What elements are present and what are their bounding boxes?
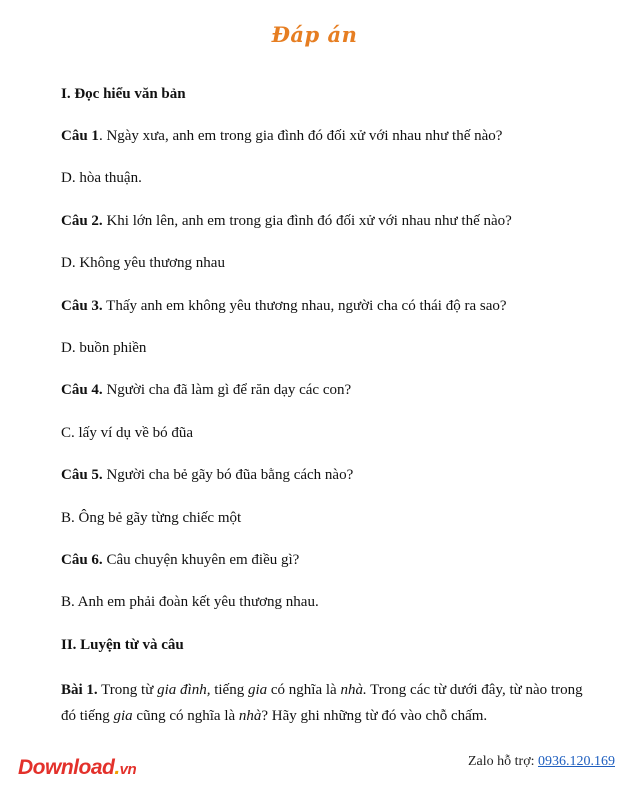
exercise-label: Bài 1.: [61, 682, 98, 698]
question-label: Câu 1: [61, 128, 99, 144]
answer-5: B. Ông bẻ gãy từng chiếc một: [61, 510, 242, 526]
answer-6: B. Anh em phải đoàn kết yêu thương nhau.: [61, 594, 319, 610]
exercise-text: ? Hãy ghi những từ đó vào chỗ chấm.: [261, 708, 488, 724]
question-2: [61, 211, 512, 231]
question-5: [61, 465, 353, 485]
support-phone-link[interactable]: 0936.120.169: [538, 754, 615, 769]
question-label: Câu 3.: [61, 298, 103, 314]
exercise-1: [61, 677, 591, 729]
section-heading-vocabulary: II. Luyện từ và câu: [61, 637, 184, 653]
logo-dot: .: [114, 756, 120, 779]
answer-3: D. buồn phiền: [61, 340, 147, 356]
exercise-text: tiếng: [210, 682, 248, 698]
answer-4: C. lấy ví dụ về bó đũa: [61, 425, 194, 441]
exercise-text: Trong từ: [97, 682, 158, 698]
logo-suffix: vn: [119, 761, 137, 778]
question-3: [61, 296, 507, 316]
question-label: Câu 4.: [61, 382, 103, 398]
exercise-italic: nhà.: [340, 682, 367, 698]
question-text: Người cha đã làm gì để răn dạy các con?: [102, 382, 352, 398]
question-text: Thấy anh em không yêu thương nhau, người cha có thái độ ra sao?: [102, 298, 507, 314]
exercise-italic: gia đình,: [157, 682, 211, 698]
exercise-italic: gia: [247, 682, 268, 698]
answer-2: D. Không yêu thương nhau: [61, 255, 225, 271]
question-1: [61, 126, 502, 146]
section-heading-reading: I. Đọc hiểu văn bản: [61, 86, 186, 102]
question-label: Câu 2.: [61, 213, 103, 229]
question-6: [61, 550, 299, 570]
exercise-text: cũng có nghĩa là: [132, 708, 239, 724]
question-text: Ngày xưa, anh em trong gia đình đó đối xử với nhau như thế nào?: [102, 128, 503, 144]
question-4: [61, 380, 351, 400]
question-text: Câu chuyện khuyên em điều gì?: [102, 552, 300, 568]
question-text: Người cha bẻ gãy bó đũa bằng cách nào?: [102, 467, 354, 483]
question-label: Câu 6.: [61, 552, 103, 568]
page-title: Đáp án: [271, 22, 358, 47]
answer-1: D. hòa thuận.: [61, 170, 142, 186]
zalo-support: [468, 754, 615, 770]
exercise-text: Trong các từ dưới đây, từ nào trong đó tiếng: [61, 682, 583, 724]
exercise-text: có nghĩa là: [267, 682, 341, 698]
logo-main: Download: [18, 756, 115, 779]
exercise-italic: gia: [113, 708, 133, 724]
question-label-sep: .: [98, 128, 103, 144]
support-label: Zalo hỗ trợ:: [468, 754, 538, 769]
question-label: Câu 5.: [61, 467, 103, 483]
download-vn-logo[interactable]: [18, 756, 136, 780]
question-text: Khi lớn lên, anh em trong gia đình đó đối xử với nhau như thế nào?: [102, 213, 512, 229]
exercise-italic: nhà: [238, 708, 262, 724]
